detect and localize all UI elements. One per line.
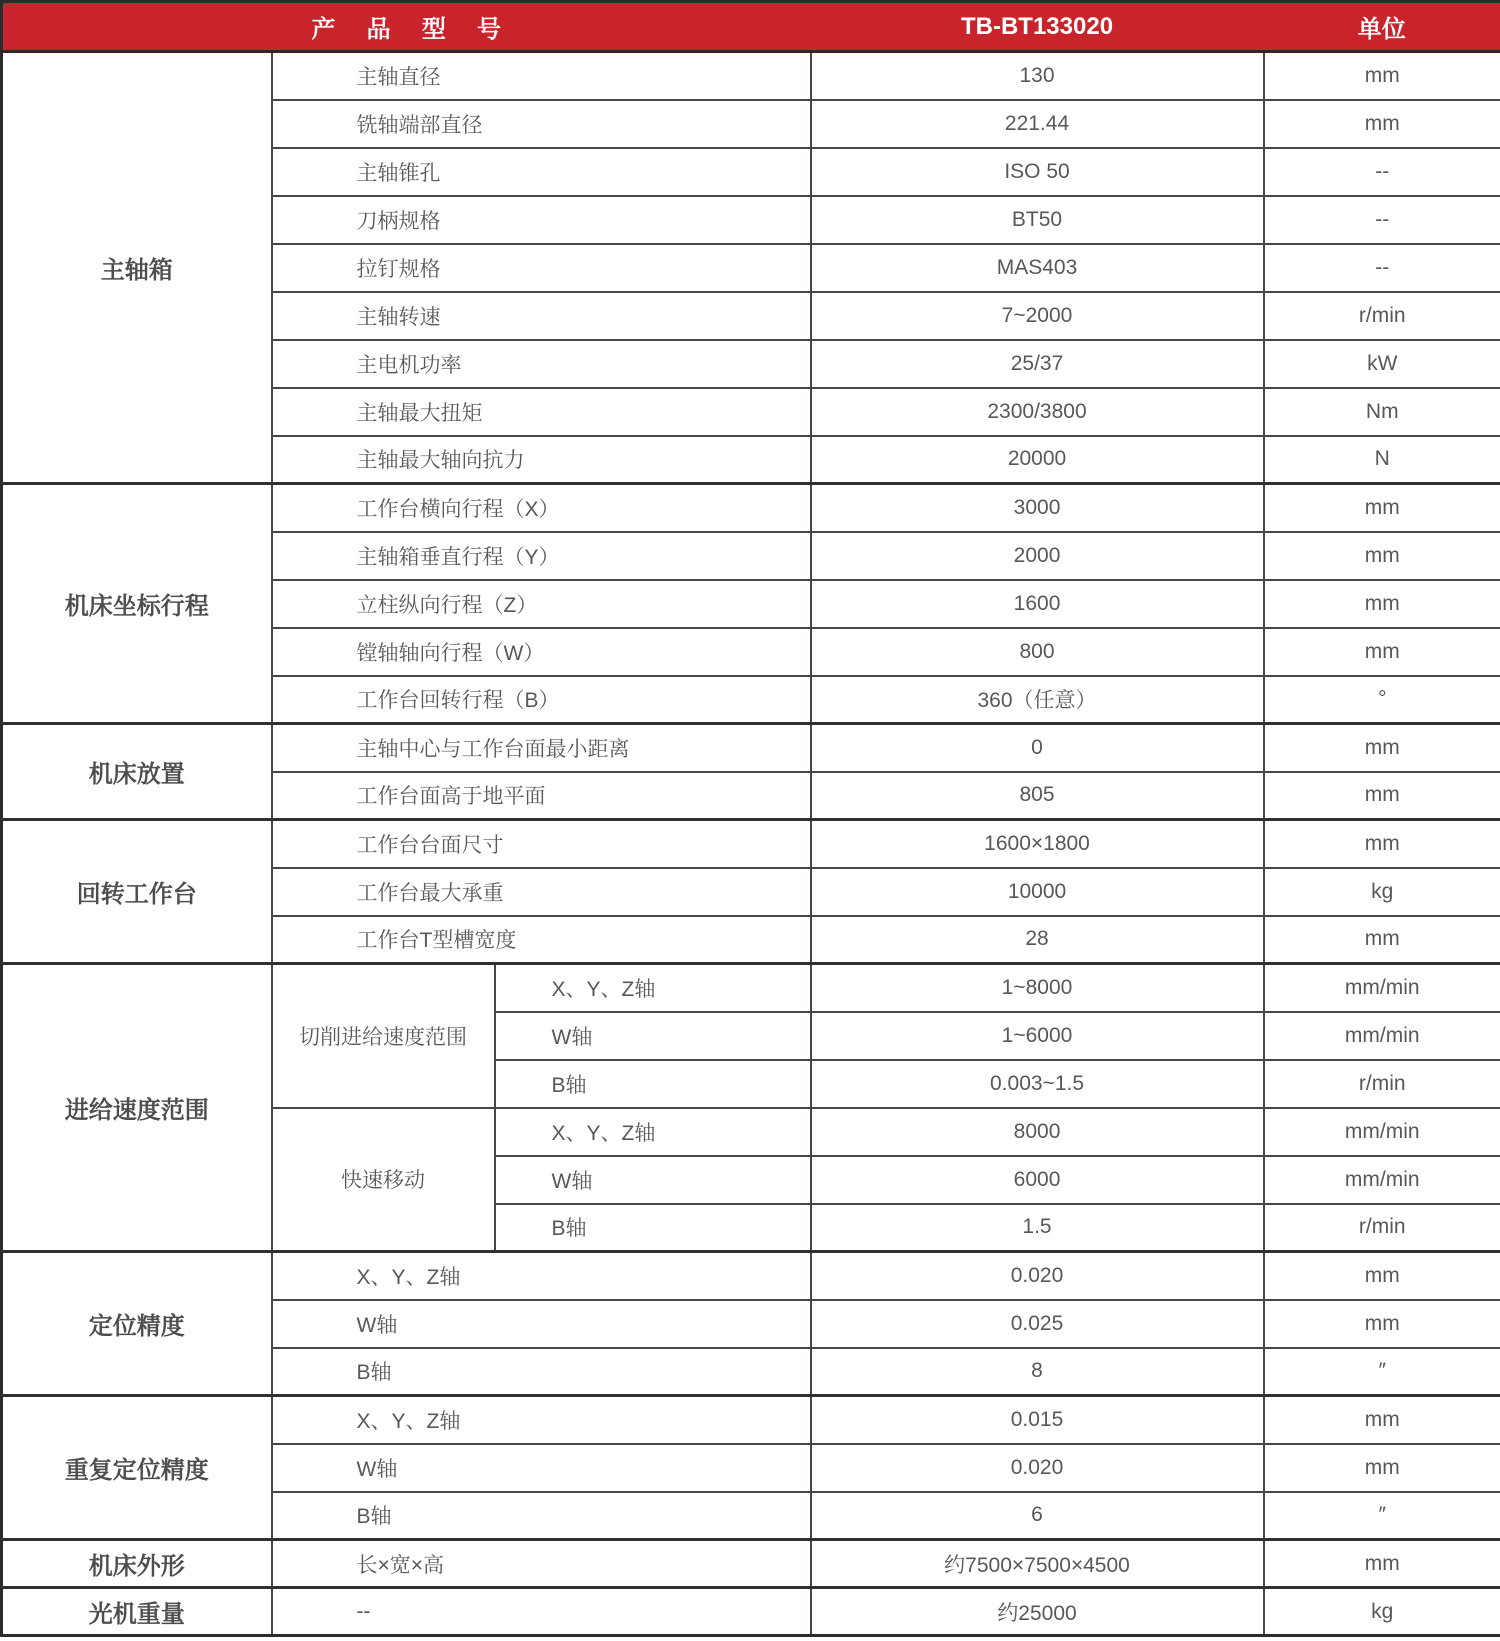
unit-cell: mm (1264, 484, 1500, 532)
table-row (2, 1588, 1500, 1636)
header-product-model-label: 产品型号 (2, 2, 811, 52)
unit-cell: mm (1264, 580, 1500, 628)
value-cell: 约7500×7500×4500 (811, 1540, 1264, 1588)
value-cell: 6 (811, 1492, 1264, 1540)
unit-cell: kW (1264, 340, 1500, 388)
item-cell: X、Y、Z轴 (272, 1396, 811, 1444)
value-cell: 25/37 (811, 340, 1264, 388)
item-cell: 主轴锥孔 (272, 148, 811, 196)
value-cell: 约25000 (811, 1588, 1264, 1636)
table-row (2, 484, 1500, 532)
value-cell: MAS403 (811, 244, 1264, 292)
unit-cell: ° (1264, 676, 1500, 724)
value-cell: 28 (811, 916, 1264, 964)
group-label-rapid-traverse: 快速移动 (272, 1108, 495, 1252)
item-cell: 主轴转速 (272, 292, 811, 340)
unit-cell: mm (1264, 724, 1500, 772)
value-cell: 1.5 (811, 1204, 1264, 1252)
table-row (2, 820, 1500, 868)
group-label-cutting-feed: 切削进给速度范围 (272, 964, 495, 1108)
table-header-row (2, 2, 1500, 52)
table-row (2, 964, 1500, 1012)
section-label-machine-weight: 光机重量 (2, 1588, 272, 1636)
item-cell: W轴 (495, 1156, 811, 1204)
value-cell: 360（任意） (811, 676, 1264, 724)
item-cell: X、Y、Z轴 (495, 964, 811, 1012)
value-cell: ISO 50 (811, 148, 1264, 196)
unit-cell: Nm (1264, 388, 1500, 436)
unit-cell: kg (1264, 1588, 1500, 1636)
section-label-machine-placement: 机床放置 (2, 724, 272, 820)
value-cell: 8 (811, 1348, 1264, 1396)
item-cell: X、Y、Z轴 (272, 1252, 811, 1300)
unit-cell: -- (1264, 148, 1500, 196)
value-cell: 1600×1800 (811, 820, 1264, 868)
unit-cell: mm (1264, 532, 1500, 580)
item-cell: 主轴直径 (272, 52, 811, 100)
table-row (2, 52, 1500, 100)
item-cell: 工作台面高于地平面 (272, 772, 811, 820)
unit-cell: mm/min (1264, 1108, 1500, 1156)
unit-cell: mm (1264, 1396, 1500, 1444)
value-cell: 130 (811, 52, 1264, 100)
unit-cell: r/min (1264, 1060, 1500, 1108)
item-cell: 工作台横向行程（X） (272, 484, 811, 532)
value-cell: 10000 (811, 868, 1264, 916)
table-row (2, 724, 1500, 772)
unit-cell: mm/min (1264, 1156, 1500, 1204)
item-cell: X、Y、Z轴 (495, 1108, 811, 1156)
item-cell: 铣轴端部直径 (272, 100, 811, 148)
unit-cell: mm (1264, 772, 1500, 820)
item-cell: 主轴箱垂直行程（Y） (272, 532, 811, 580)
item-cell: 刀柄规格 (272, 196, 811, 244)
section-label-machine-dimensions: 机床外形 (2, 1540, 272, 1588)
value-cell: 805 (811, 772, 1264, 820)
value-cell: 0.020 (811, 1252, 1264, 1300)
value-cell: 1600 (811, 580, 1264, 628)
unit-cell: N (1264, 436, 1500, 484)
section-label-repeat-positioning-accuracy: 重复定位精度 (2, 1396, 272, 1540)
value-cell: 6000 (811, 1156, 1264, 1204)
unit-cell: kg (1264, 868, 1500, 916)
item-cell: 工作台T型槽宽度 (272, 916, 811, 964)
unit-cell: mm (1264, 1252, 1500, 1300)
item-cell: 拉钉规格 (272, 244, 811, 292)
item-cell: 工作台回转行程（B） (272, 676, 811, 724)
table-row (2, 1540, 1500, 1588)
table-row (2, 1252, 1500, 1300)
value-cell: 7~2000 (811, 292, 1264, 340)
item-cell: -- (272, 1588, 811, 1636)
item-cell: W轴 (272, 1300, 811, 1348)
item-cell: B轴 (495, 1204, 811, 1252)
section-label-spindle-box: 主轴箱 (2, 52, 272, 484)
value-cell: 2300/3800 (811, 388, 1264, 436)
unit-cell: r/min (1264, 292, 1500, 340)
unit-cell: mm (1264, 52, 1500, 100)
table-row (2, 1396, 1500, 1444)
value-cell: 1~8000 (811, 964, 1264, 1012)
item-cell: 镗轴轴向行程（W） (272, 628, 811, 676)
value-cell: 1~6000 (811, 1012, 1264, 1060)
item-cell: B轴 (272, 1348, 811, 1396)
unit-cell: mm (1264, 628, 1500, 676)
value-cell: 0.020 (811, 1444, 1264, 1492)
item-cell: 工作台最大承重 (272, 868, 811, 916)
value-cell: 0.015 (811, 1396, 1264, 1444)
unit-cell: mm (1264, 1540, 1500, 1588)
unit-cell: -- (1264, 196, 1500, 244)
unit-cell: mm (1264, 1444, 1500, 1492)
value-cell: BT50 (811, 196, 1264, 244)
header-unit-label: 单位 (1264, 2, 1500, 52)
unit-cell: ″ (1264, 1348, 1500, 1396)
item-cell: 主电机功率 (272, 340, 811, 388)
unit-cell: mm (1264, 100, 1500, 148)
header-model-value: TB-BT133020 (811, 2, 1264, 52)
value-cell: 3000 (811, 484, 1264, 532)
value-cell: 20000 (811, 436, 1264, 484)
value-cell: 8000 (811, 1108, 1264, 1156)
unit-cell: ″ (1264, 1492, 1500, 1540)
unit-cell: -- (1264, 244, 1500, 292)
section-label-rotary-table: 回转工作台 (2, 820, 272, 964)
value-cell: 0.003~1.5 (811, 1060, 1264, 1108)
value-cell: 2000 (811, 532, 1264, 580)
item-cell: 主轴中心与工作台面最小距离 (272, 724, 811, 772)
value-cell: 800 (811, 628, 1264, 676)
item-cell: 主轴最大轴向抗力 (272, 436, 811, 484)
item-cell: 主轴最大扭矩 (272, 388, 811, 436)
item-cell: B轴 (272, 1492, 811, 1540)
item-cell: 立柱纵向行程（Z） (272, 580, 811, 628)
item-cell: W轴 (495, 1012, 811, 1060)
item-cell: W轴 (272, 1444, 811, 1492)
unit-cell: mm/min (1264, 964, 1500, 1012)
item-cell: 长×宽×高 (272, 1540, 811, 1588)
section-label-positioning-accuracy: 定位精度 (2, 1252, 272, 1396)
unit-cell: mm (1264, 820, 1500, 868)
item-cell: B轴 (495, 1060, 811, 1108)
unit-cell: mm (1264, 916, 1500, 964)
unit-cell: r/min (1264, 1204, 1500, 1252)
item-cell: 工作台台面尺寸 (272, 820, 811, 868)
value-cell: 221.44 (811, 100, 1264, 148)
unit-cell: mm (1264, 1300, 1500, 1348)
section-label-feed-rate-range: 进给速度范围 (2, 964, 272, 1252)
value-cell: 0.025 (811, 1300, 1264, 1348)
value-cell: 0 (811, 724, 1264, 772)
section-label-axis-travel: 机床坐标行程 (2, 484, 272, 724)
unit-cell: mm/min (1264, 1012, 1500, 1060)
